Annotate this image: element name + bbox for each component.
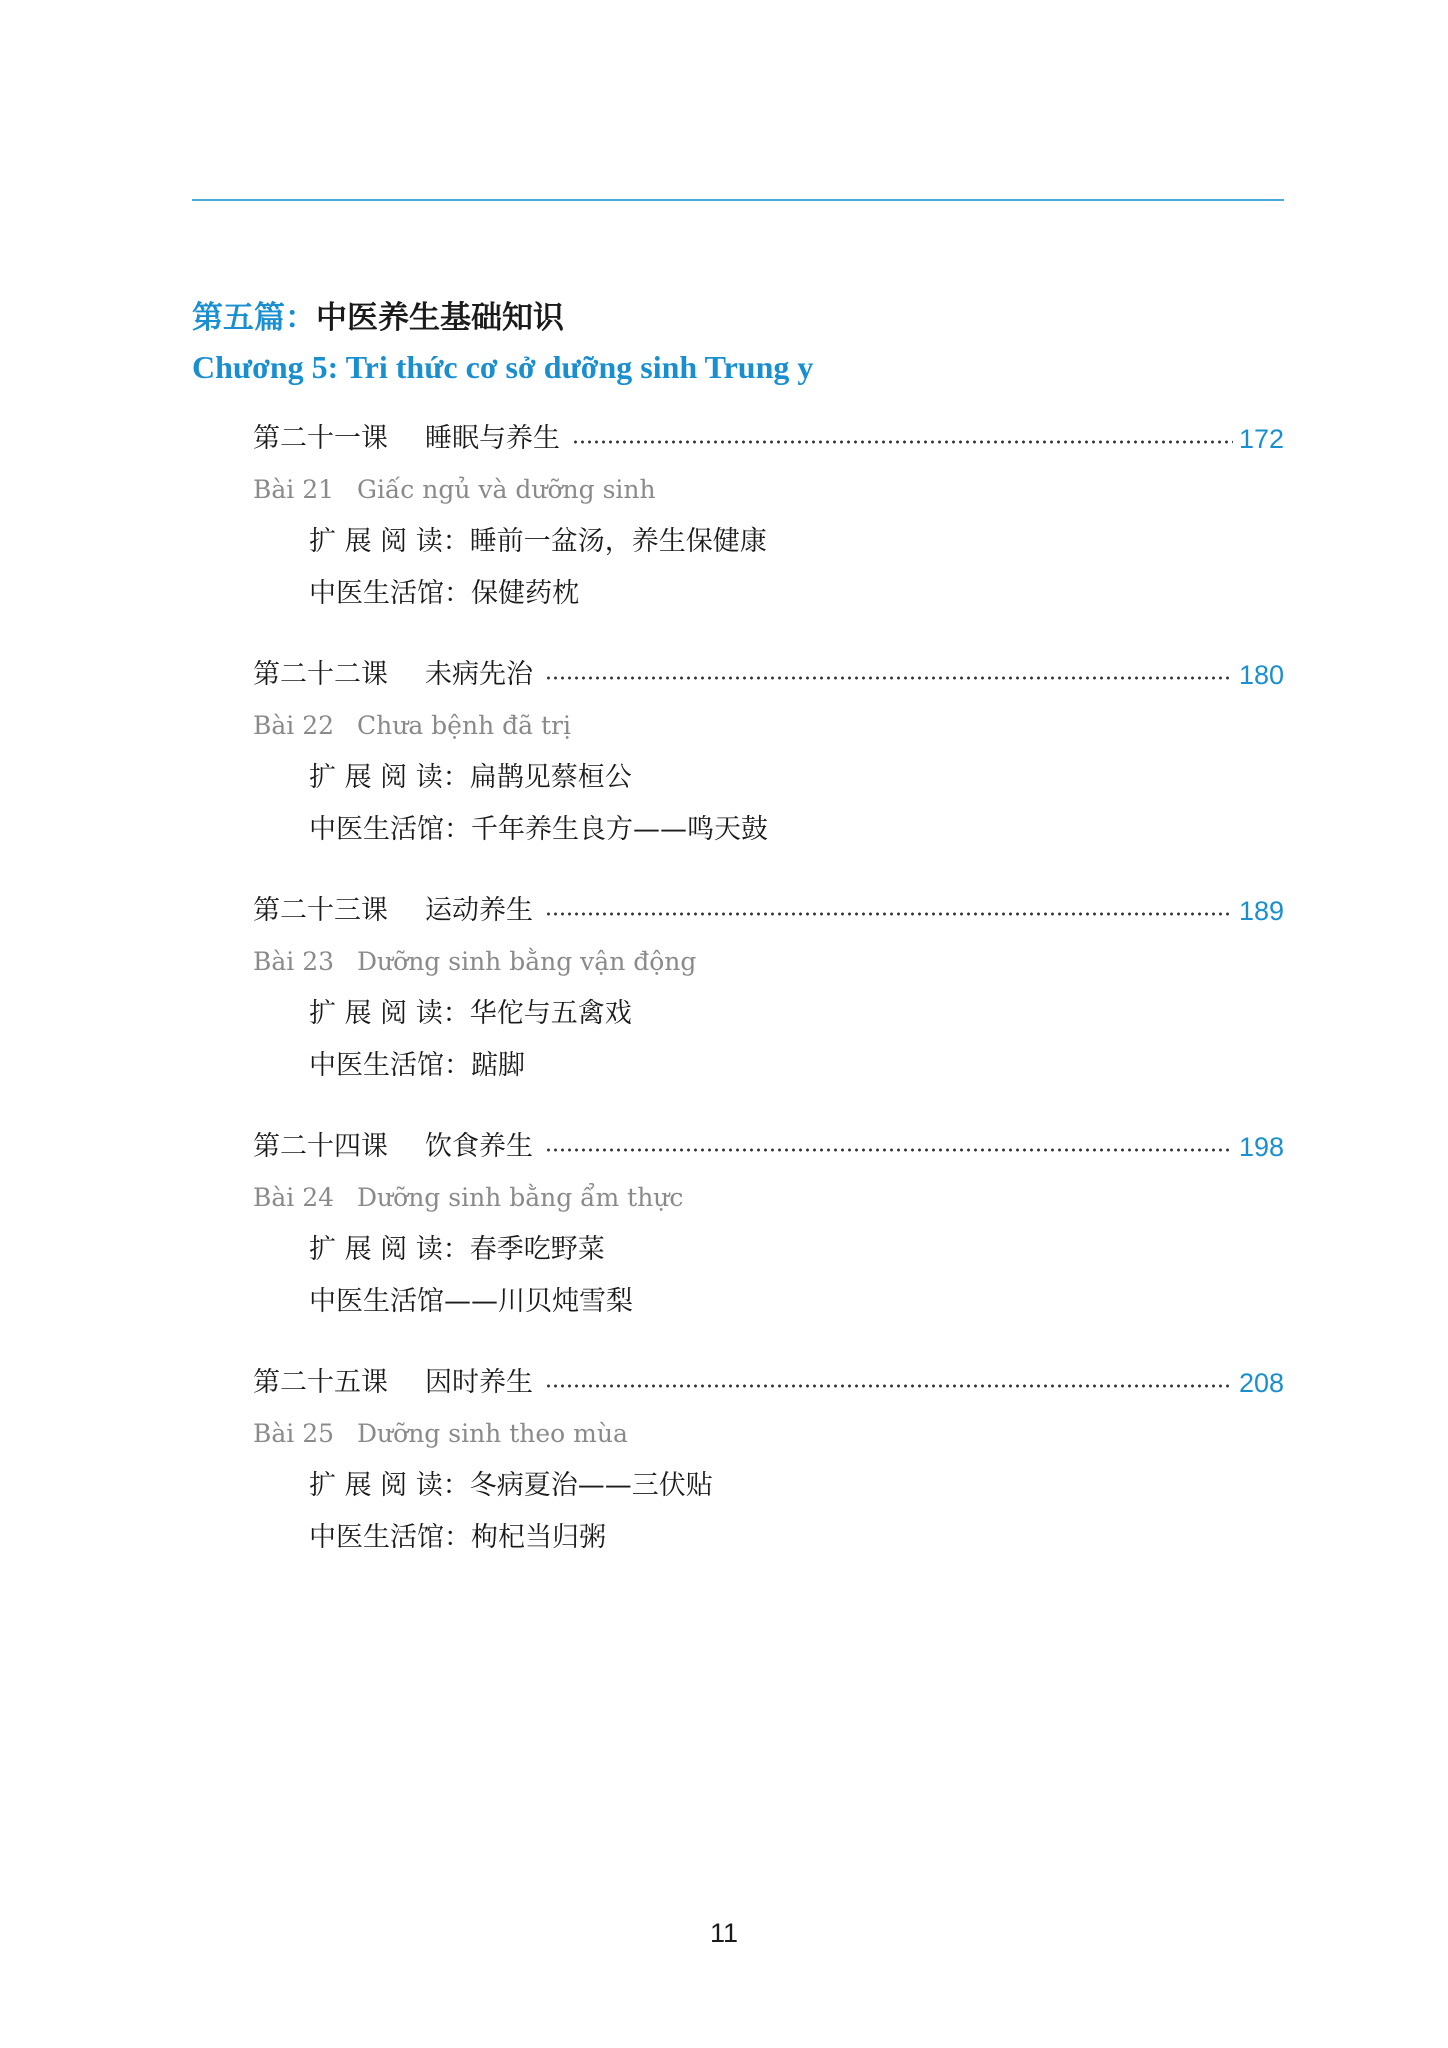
- sub-entry[interactable]: 扩 展 阅 读：冬病夏治——三伏贴: [309, 1470, 713, 1501]
- table-of-contents: [253, 414, 1284, 1594]
- toc-lesson-entry[interactable]: [253, 1358, 1284, 1408]
- lesson-translation-number: Bài 23: [253, 947, 335, 976]
- lesson-title: 未病先治: [425, 659, 533, 690]
- dot-leader: [545, 912, 1233, 916]
- dot-leader: [572, 440, 1233, 444]
- toc-lesson: [253, 886, 1284, 1122]
- sub-entry[interactable]: 中医生活馆：枸杞当归粥: [309, 1522, 606, 1553]
- page-number: 180: [1238, 660, 1284, 690]
- toc-lesson-entry[interactable]: [253, 886, 1284, 936]
- sub-entry[interactable]: 扩 展 阅 读：睡前一盆汤，养生保健康: [309, 526, 767, 557]
- lesson-translation: [253, 936, 1284, 988]
- lesson-translation-title: Dưỡng sinh bằng ẩm thực: [357, 1183, 684, 1212]
- toc-lesson: [253, 1122, 1284, 1358]
- lesson-number: 第二十五课: [253, 1367, 388, 1398]
- toc-lesson: [253, 1358, 1284, 1594]
- sub-entry[interactable]: 扩 展 阅 读：春季吃野菜: [309, 1234, 605, 1265]
- lesson-translation: [253, 464, 1284, 516]
- sub-entry[interactable]: 中医生活馆：踮脚: [309, 1050, 525, 1081]
- dot-leader: [545, 1384, 1233, 1388]
- sub-entry[interactable]: 扩 展 阅 读：华佗与五禽戏: [309, 998, 632, 1029]
- toc-lesson: [253, 650, 1284, 886]
- lesson-title: 睡眠与养生: [425, 423, 560, 454]
- lesson-translation: [253, 700, 1284, 752]
- lesson-translation-number: Bài 21: [253, 475, 335, 504]
- toc-lesson-entry[interactable]: [253, 1122, 1284, 1172]
- lesson-translation-title: Dưỡng sinh bằng vận động: [357, 947, 697, 976]
- lesson-translation: [253, 1172, 1284, 1224]
- sub-entry[interactable]: 中医生活馆：保健药枕: [309, 578, 579, 609]
- lesson-title: 饮食养生: [425, 1131, 533, 1162]
- sub-entry[interactable]: 扩 展 阅 读：扁鹊见蔡桓公: [309, 762, 632, 793]
- lesson-number: 第二十一课: [253, 423, 388, 454]
- part-title: [192, 294, 564, 342]
- page-number: 198: [1238, 1132, 1284, 1162]
- lesson-translation-number: Bài 24: [253, 1183, 335, 1212]
- lesson-number: 第二十三课: [253, 895, 388, 926]
- part-label: 第五篇：: [192, 300, 316, 336]
- lesson-translation-number: Bài 22: [253, 711, 335, 740]
- dot-leader: [545, 1148, 1233, 1152]
- toc-lesson: [253, 414, 1284, 650]
- lesson-title: 运动养生: [425, 895, 533, 926]
- lesson-number: 第二十二课: [253, 659, 388, 690]
- chapter-subtitle: Chương 5: Tri thức cơ sở dưỡng sinh Trung y: [192, 349, 814, 385]
- lesson-translation-title: Giấc ngủ và dưỡng sinh: [357, 475, 656, 504]
- page-number: 172: [1238, 424, 1284, 454]
- part-name: 中医养生基础知识: [316, 300, 564, 336]
- toc-lesson-entry[interactable]: [253, 414, 1284, 464]
- toc-lesson-entry[interactable]: [253, 650, 1284, 700]
- lesson-title: 因时养生: [425, 1367, 533, 1398]
- lesson-number: 第二十四课: [253, 1131, 388, 1162]
- dot-leader: [545, 676, 1233, 680]
- lesson-translation-title: Dưỡng sinh theo mùa: [357, 1419, 628, 1448]
- sub-entry[interactable]: 中医生活馆：千年养生良方——鸣天鼓: [309, 814, 768, 845]
- page-number: 189: [1238, 896, 1284, 926]
- lesson-translation-title: Chưa bệnh đã trị: [357, 711, 571, 740]
- sub-entry[interactable]: 中医生活馆——川贝炖雪梨: [309, 1286, 633, 1317]
- lesson-translation: [253, 1408, 1284, 1460]
- footer-page-number: 11: [709, 1918, 739, 1948]
- page-number: 208: [1238, 1368, 1284, 1398]
- lesson-translation-number: Bài 25: [253, 1419, 335, 1448]
- header-rule: [192, 199, 1284, 201]
